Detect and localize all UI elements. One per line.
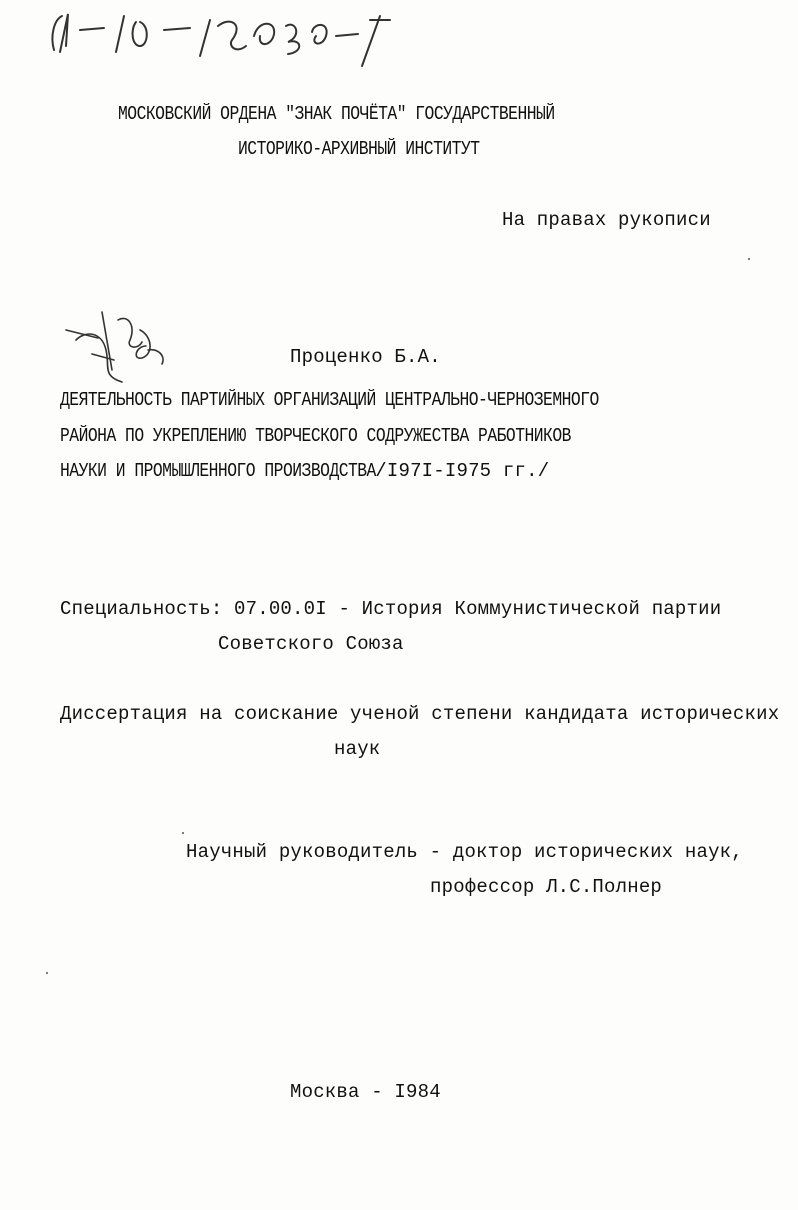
institution-line-2: ИСТОРИКО-АРХИВНЫЙ ИНСТИТУТ [238,138,480,160]
title-line-3 [60,459,549,483]
specialty-line-1: Специальность: 07.00.0I - История Коммунистической партии [60,598,722,620]
specialty-line-2: Советского Союза [218,633,404,655]
scan-speck [748,258,750,260]
dissertation-line-1: Диссертация на соискание ученой степени кандидата исторических [60,703,780,725]
supervisor-line-1: Научный руководитель - доктор исторических наук, [186,841,743,863]
title-line-3-main: НАУКИ И ПРОМЫШЛЕННОГО ПРОИЗВОДСТВА [60,460,376,482]
scan-speck [46,972,48,974]
supervisor-line-2: профессор Л.С.Полнер [430,876,663,898]
dissertation-line-2: наук [334,738,381,760]
institution-line-1: МОСКОВСКИЙ ОРДЕНА "ЗНАК ПОЧЁТА" ГОСУДАРСТВЕННЫЙ [118,103,555,125]
title-line-1: ДЕЯТЕЛЬНОСТЬ ПАРТИЙНЫХ ОРГАНИЗАЦИЙ ЦЕНТРАЛЬНО-ЧЕРНОЗЕМНОГО [60,389,599,411]
title-line-2: РАЙОНА ПО УКРЕПЛЕНИЮ ТВОРЧЕСКОГО СОДРУЖЕСТВА РАБОТНИКОВ [60,425,571,447]
author-name: Проценко Б.А. [290,346,441,368]
place-and-year: Москва - I984 [290,1081,441,1103]
scan-speck [182,832,184,834]
manuscript-rights-note: На правах рукописи [502,209,711,231]
title-years: /I97I-I975 гг./ [375,460,550,482]
handwritten-archive-mark [40,6,400,76]
author-signature [62,310,182,390]
